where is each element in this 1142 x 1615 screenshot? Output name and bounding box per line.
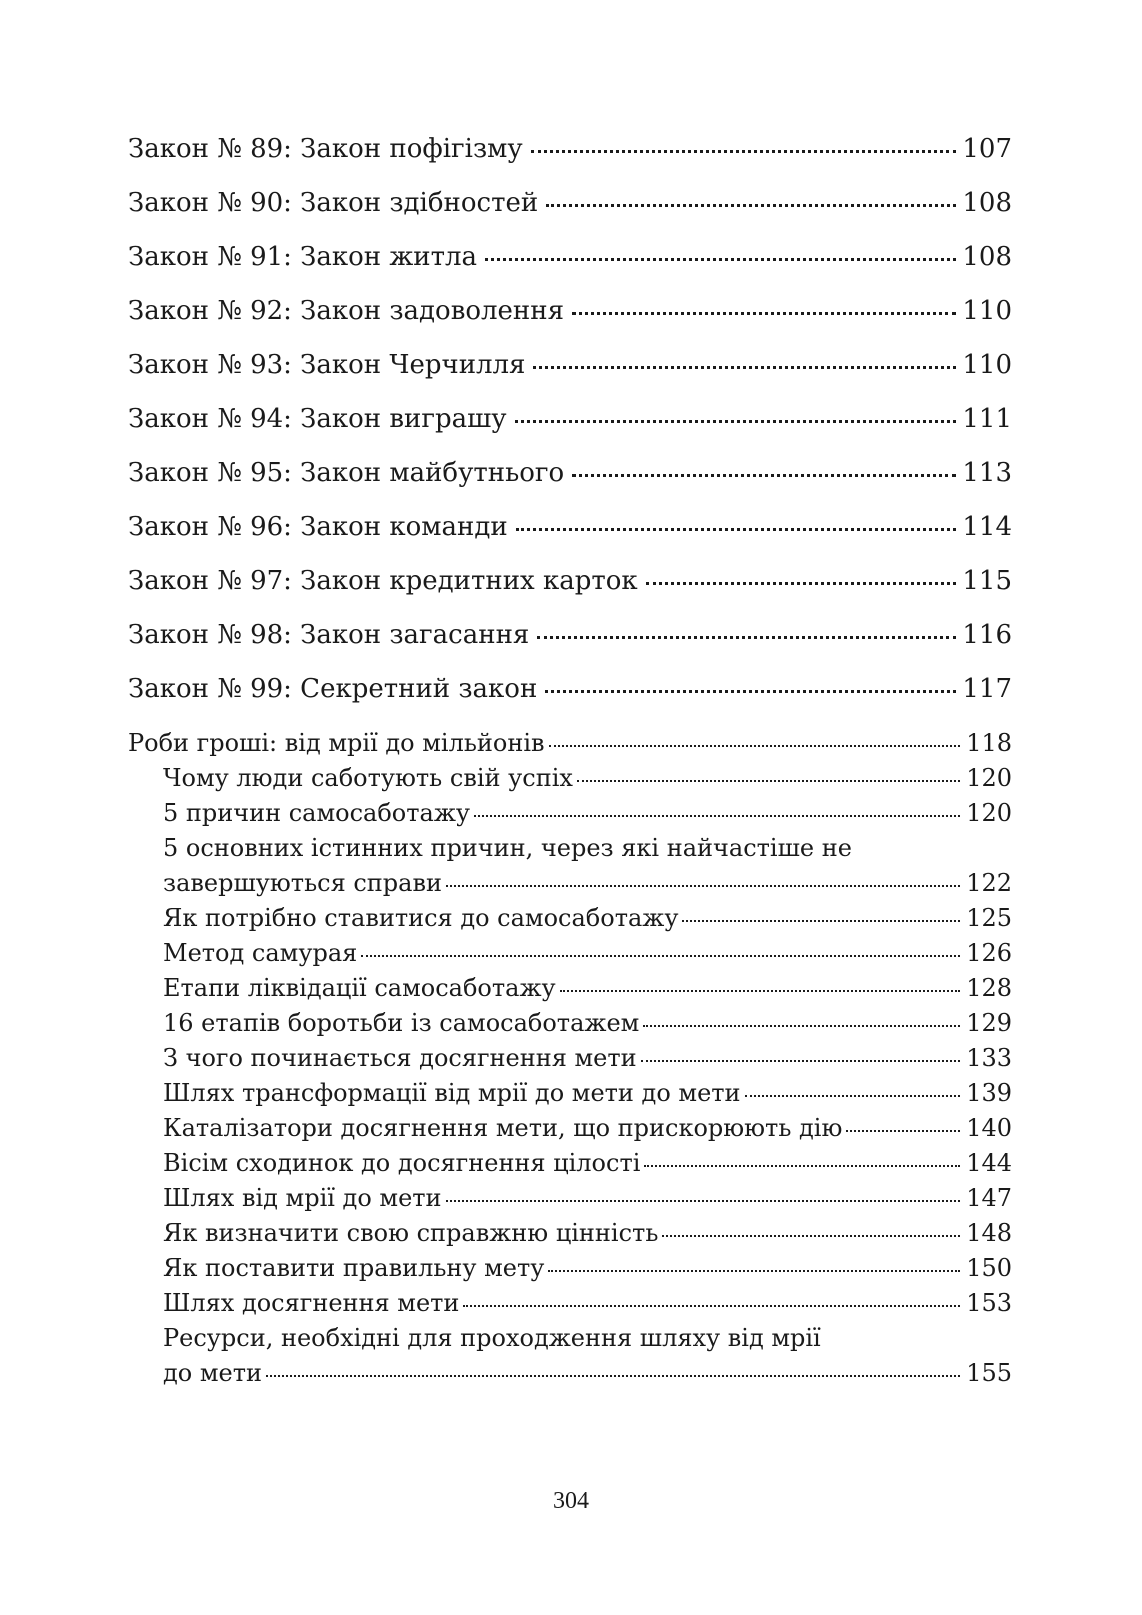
toc-subentry bbox=[163, 869, 1012, 903]
toc-entry-title: Закон № 97: Закон кредитних карток bbox=[128, 566, 638, 596]
leader-dots bbox=[474, 815, 960, 817]
toc-entry-title: Закон № 98: Закон загасання bbox=[128, 620, 530, 650]
leader-dots bbox=[641, 1060, 961, 1062]
toc-subentry-title: Чому люди саботують свій успіх bbox=[163, 764, 573, 792]
leader-dots bbox=[485, 258, 956, 261]
toc-subentry-title: завершуються справи bbox=[163, 869, 442, 897]
toc-subentry-title-line1: Ресурси, необхідні для проходження шляху від мрії bbox=[163, 1324, 821, 1352]
leader-dots bbox=[643, 1025, 960, 1027]
toc-subentry-page: 147 bbox=[966, 1184, 1012, 1212]
toc-entry-page: 117 bbox=[962, 674, 1012, 704]
toc-subentry-page: 120 bbox=[966, 799, 1012, 827]
leader-dots bbox=[533, 366, 956, 369]
toc-subentry-title: 5 причин самосаботажу bbox=[163, 799, 471, 827]
toc-subentry-page: 126 bbox=[966, 939, 1012, 967]
leader-dots bbox=[682, 920, 960, 922]
toc-subentry-title: Етапи ліквідації самосаботажу bbox=[163, 974, 556, 1002]
toc-entry-title: Закон № 99: Секретний закон bbox=[128, 674, 538, 704]
toc-entry bbox=[128, 134, 1012, 174]
toc-entry-title: Закон № 91: Закон житла bbox=[128, 242, 478, 272]
toc-subentry-title: Вісім сходинок до досягнення цілості bbox=[163, 1149, 641, 1177]
toc-entry-title: Закон № 94: Закон виграшу bbox=[128, 404, 507, 434]
toc-subentry bbox=[163, 1114, 1012, 1148]
toc-subentry bbox=[163, 1219, 1012, 1253]
leader-dots bbox=[548, 1270, 960, 1272]
toc-subentry bbox=[163, 799, 1012, 833]
toc-subentry-page: 129 bbox=[966, 1009, 1012, 1037]
toc-subentry bbox=[163, 764, 1012, 798]
leader-dots bbox=[516, 528, 957, 531]
toc-entry bbox=[128, 404, 1012, 444]
toc-subentry-page: 144 bbox=[966, 1149, 1012, 1177]
toc-subentry-page: 125 bbox=[966, 904, 1012, 932]
leader-dots bbox=[446, 1200, 961, 1202]
toc-entry-page: 107 bbox=[962, 134, 1012, 164]
leader-dots bbox=[846, 1130, 960, 1132]
toc-subentry-title: Як потрібно ставитися до самосаботажу bbox=[163, 904, 679, 932]
toc-entry-page: 108 bbox=[962, 188, 1012, 218]
leader-dots bbox=[515, 420, 957, 423]
toc-subentry-title: Шлях від мрії до мети bbox=[163, 1184, 442, 1212]
toc-subentry-title: З чого починається досягнення мети bbox=[163, 1044, 637, 1072]
toc-entry bbox=[128, 188, 1012, 228]
toc-subentry-title: Каталізатори досягнення мети, що прискорюють дію bbox=[163, 1114, 843, 1142]
leader-dots bbox=[545, 690, 956, 693]
toc-subentry-page: 128 bbox=[966, 974, 1012, 1002]
toc-entry-title: Закон № 93: Закон Черчилля bbox=[128, 350, 526, 380]
toc-subentry-title: до мети bbox=[163, 1359, 262, 1387]
toc-section-entry bbox=[128, 729, 1012, 763]
toc-subentry-page: 155 bbox=[966, 1359, 1012, 1387]
toc-subentry-page: 120 bbox=[966, 764, 1012, 792]
leader-dots bbox=[662, 1235, 960, 1237]
toc-entry-title: Закон № 92: Закон задоволення bbox=[128, 296, 564, 326]
leader-dots bbox=[560, 990, 961, 992]
toc-subentry bbox=[163, 1184, 1012, 1218]
toc-subentry bbox=[163, 974, 1012, 1008]
toc-subentry-title: Як поставити правильну мету bbox=[163, 1254, 545, 1282]
toc-subentry bbox=[163, 1009, 1012, 1043]
toc-entry bbox=[128, 242, 1012, 282]
toc-entry-page: 110 bbox=[962, 296, 1012, 326]
toc-subentry-title: Шлях трансформації від мрії до мети до мети bbox=[163, 1079, 741, 1107]
toc-entry bbox=[128, 674, 1012, 714]
leader-dots bbox=[446, 885, 960, 887]
toc-entry bbox=[128, 458, 1012, 498]
toc-section-title: Роби гроші: від мрії до мільйонів bbox=[128, 729, 545, 757]
toc-subentry-page: 140 bbox=[966, 1114, 1012, 1142]
toc-subentry bbox=[163, 1149, 1012, 1183]
leader-dots bbox=[537, 636, 956, 639]
leader-dots bbox=[745, 1095, 961, 1097]
toc-entry-title: Закон № 95: Закон майбутнього bbox=[128, 458, 565, 488]
toc-entry bbox=[128, 566, 1012, 606]
toc-subentry bbox=[163, 939, 1012, 973]
leader-dots bbox=[572, 474, 956, 477]
toc-entry-page: 110 bbox=[962, 350, 1012, 380]
toc-subentry bbox=[163, 1359, 1012, 1393]
toc-entry bbox=[128, 512, 1012, 552]
toc-subentry-page: 150 bbox=[966, 1254, 1012, 1282]
toc-subentry-title: 16 етапів боротьби із самосаботажем bbox=[163, 1009, 640, 1037]
toc-subentry-title: Метод самурая bbox=[163, 939, 358, 967]
leader-dots bbox=[572, 312, 956, 315]
toc-entry bbox=[128, 296, 1012, 336]
toc-subentry-title-line1: 5 основних істинних причин, через які найчастіше не bbox=[163, 834, 852, 862]
toc-subentry-page: 133 bbox=[966, 1044, 1012, 1072]
toc-subentry-title: Шлях досягнення мети bbox=[163, 1289, 460, 1317]
leader-dots bbox=[577, 780, 960, 782]
leader-dots bbox=[531, 150, 957, 153]
toc-subentry bbox=[163, 1044, 1012, 1078]
toc-entry-title: Закон № 96: Закон команди bbox=[128, 512, 508, 542]
toc-subentry-title: Як визначити свою справжню цінність bbox=[163, 1219, 659, 1247]
toc-subentry bbox=[163, 904, 1012, 938]
toc-entry-page: 108 bbox=[962, 242, 1012, 272]
toc-entry-page: 111 bbox=[962, 404, 1012, 434]
toc-subentry-page: 122 bbox=[966, 869, 1012, 897]
toc-subentry-page: 148 bbox=[966, 1219, 1012, 1247]
toc-entry-page: 113 bbox=[962, 458, 1012, 488]
leader-dots bbox=[361, 955, 960, 957]
toc-subentry bbox=[163, 1289, 1012, 1323]
leader-dots bbox=[266, 1375, 960, 1377]
page-number: 304 bbox=[553, 1488, 589, 1514]
toc-entry-page: 114 bbox=[962, 512, 1012, 542]
toc-subentry bbox=[163, 1254, 1012, 1288]
toc-entry-title: Закон № 90: Закон здібностей bbox=[128, 188, 539, 218]
leader-dots bbox=[546, 204, 956, 207]
leader-dots bbox=[463, 1305, 960, 1307]
leader-dots bbox=[646, 582, 957, 585]
leader-dots bbox=[549, 745, 961, 747]
toc-subentry-page: 139 bbox=[966, 1079, 1012, 1107]
toc-entry bbox=[128, 350, 1012, 390]
toc-entry-page: 116 bbox=[962, 620, 1012, 650]
toc-entry-page: 115 bbox=[962, 566, 1012, 596]
toc-subentry bbox=[163, 1079, 1012, 1113]
toc-entry bbox=[128, 620, 1012, 660]
toc-entry-title: Закон № 89: Закон пофігізму bbox=[128, 134, 523, 164]
toc-section-page: 118 bbox=[966, 729, 1012, 757]
leader-dots bbox=[644, 1165, 960, 1167]
toc-subentry-page: 153 bbox=[966, 1289, 1012, 1317]
